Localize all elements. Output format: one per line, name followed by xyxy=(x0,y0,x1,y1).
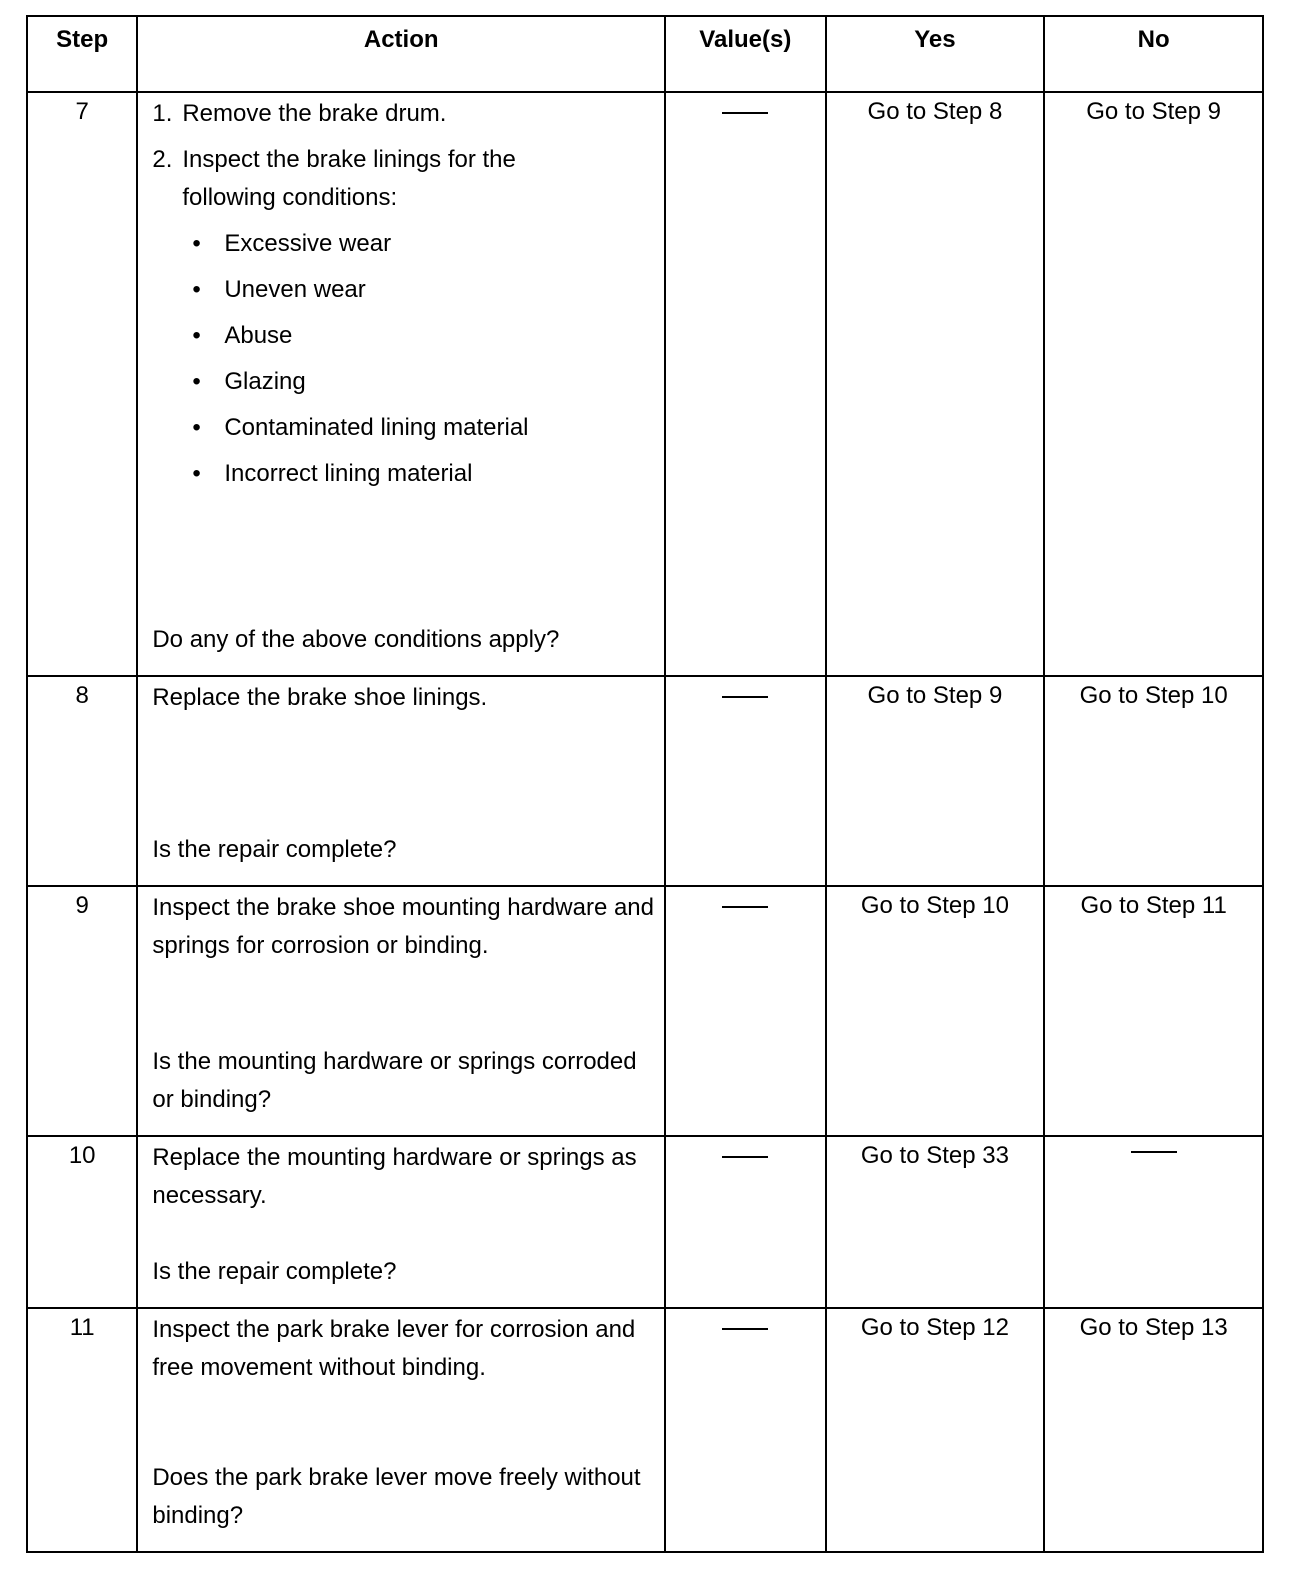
yes-cell: Go to Step 33 xyxy=(826,1136,1045,1308)
step-number: 9 xyxy=(27,886,137,1136)
yes-cell: Go to Step 10 xyxy=(826,886,1045,1136)
yes-cell: Go to Step 9 xyxy=(826,676,1045,886)
no-cell: Go to Step 13 xyxy=(1044,1308,1263,1552)
yes-cell: Go to Step 12 xyxy=(826,1308,1045,1552)
values-cell xyxy=(665,886,826,1136)
header-row xyxy=(27,16,1263,92)
dash-mark xyxy=(722,1156,768,1158)
question-text: Is the repair complete? xyxy=(152,1258,397,1285)
question-text: Do any of the above conditions apply? xyxy=(152,626,560,653)
diagnostic-table xyxy=(26,15,1264,1553)
action-cell xyxy=(137,676,665,886)
dash-mark xyxy=(722,696,768,698)
values-cell xyxy=(665,92,826,676)
dash-mark xyxy=(722,1328,768,1330)
step-number: 8 xyxy=(27,676,137,886)
values-cell xyxy=(665,1136,826,1308)
condition-item: • Abuse xyxy=(152,317,654,355)
action-text: Inspect the park brake lever for corrosion and free movement without binding. xyxy=(152,1316,636,1381)
dash-mark xyxy=(722,906,768,908)
table-row xyxy=(27,676,1263,886)
header-action: Action xyxy=(137,16,665,92)
step-number: 11 xyxy=(27,1308,137,1552)
condition-list xyxy=(152,225,654,493)
action-text: Replace the brake shoe linings. xyxy=(152,684,488,711)
instruction-list xyxy=(152,95,654,217)
header-step: Step xyxy=(27,16,137,92)
instruction-item: 1. Remove the brake drum. xyxy=(152,100,447,127)
action-cell xyxy=(137,1136,665,1308)
header-values: Value(s) xyxy=(665,16,826,92)
dash-mark xyxy=(1131,1151,1177,1153)
question-text: Is the repair complete? xyxy=(152,836,397,863)
condition-item: • Glazing xyxy=(152,363,654,401)
step-number: 7 xyxy=(27,92,137,676)
instruction-item: 2. Inspect the brake linings for the following conditions: xyxy=(152,146,516,211)
table-row xyxy=(27,1136,1263,1308)
question-text: Does the park brake lever move freely without binding? xyxy=(152,1464,641,1529)
condition-item: • Excessive wear xyxy=(152,225,654,263)
condition-item: • Incorrect lining material xyxy=(152,455,654,493)
action-cell xyxy=(137,92,665,676)
action-cell xyxy=(137,1308,665,1552)
condition-item: • Contaminated lining material xyxy=(152,409,654,447)
header-no: No xyxy=(1044,16,1263,92)
yes-cell: Go to Step 8 xyxy=(826,92,1045,676)
table-row xyxy=(27,1308,1263,1552)
no-cell: Go to Step 10 xyxy=(1044,676,1263,886)
step-number: 10 xyxy=(27,1136,137,1308)
table-row xyxy=(27,886,1263,1136)
condition-item: • Uneven wear xyxy=(152,271,654,309)
no-cell: Go to Step 9 xyxy=(1044,92,1263,676)
action-text: Inspect the brake shoe mounting hardware and springs for corrosion or binding. xyxy=(152,894,654,959)
values-cell xyxy=(665,676,826,886)
dash-mark xyxy=(722,112,768,114)
no-cell: Go to Step 11 xyxy=(1044,886,1263,1136)
question-text: Is the mounting hardware or springs corroded or binding? xyxy=(152,1048,637,1113)
table-row xyxy=(27,92,1263,676)
header-yes: Yes xyxy=(826,16,1045,92)
action-text: Replace the mounting hardware or springs as necessary. xyxy=(152,1144,637,1209)
values-cell xyxy=(665,1308,826,1552)
action-cell xyxy=(137,886,665,1136)
no-cell xyxy=(1044,1136,1263,1308)
